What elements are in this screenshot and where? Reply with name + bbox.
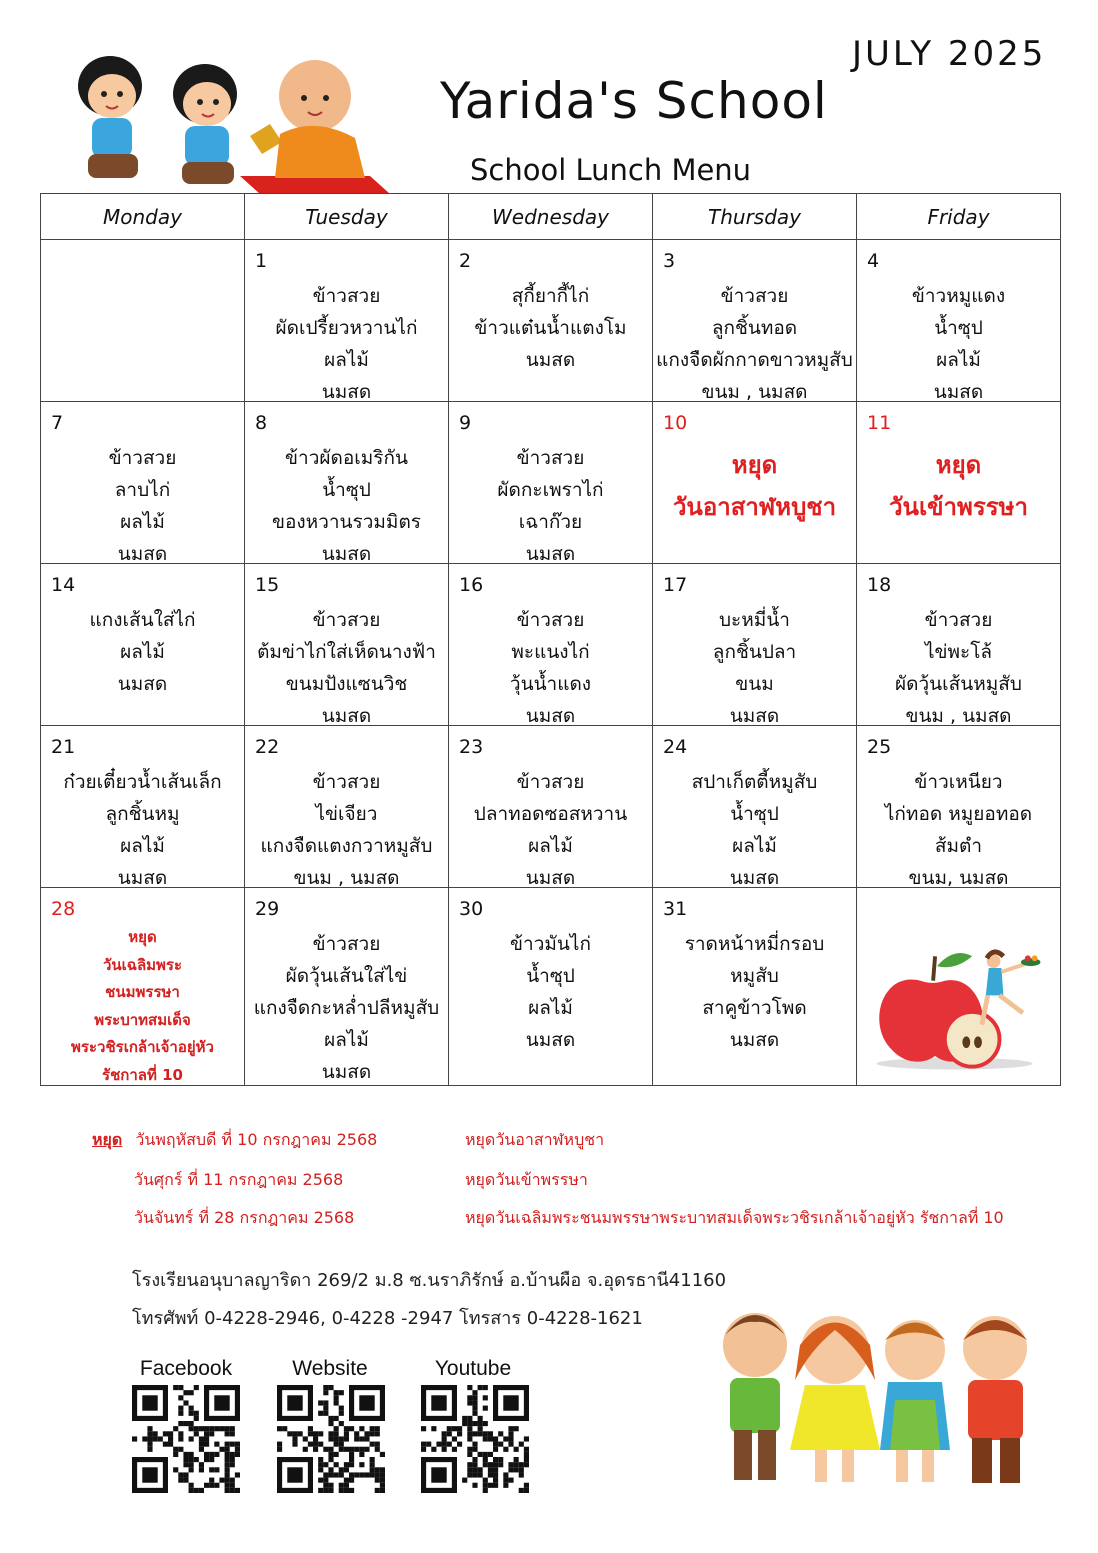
menu-item: นมสด <box>525 867 576 889</box>
menu-items <box>245 604 448 732</box>
menu-item: ข้าวสวย <box>720 285 789 307</box>
menu-item: ข้าวสวย <box>516 447 585 469</box>
calendar-day-cell-monday <box>41 240 245 402</box>
menu-item: ผลไม้ <box>936 349 981 371</box>
day-number: 9 <box>459 412 472 434</box>
menu-item: นมสด <box>933 381 984 403</box>
menu-item: ข้าวสวย <box>924 609 993 631</box>
youtube-label: Youtube <box>434 1357 512 1380</box>
menu-item: ข้าวเหนียว <box>914 771 1003 793</box>
day-number: 7 <box>51 412 64 434</box>
calendar-day-cell-tuesday <box>245 240 449 402</box>
day-number: 1 <box>255 250 268 272</box>
menu-item: นมสด <box>525 349 576 371</box>
menu-item: น้ำซุป <box>730 803 779 825</box>
children-monk-illustration <box>70 46 400 196</box>
menu-item: ผลไม้ <box>324 1029 369 1051</box>
menu-item: ไก่ทอด หมูยอทอด <box>884 803 1033 825</box>
menu-item: สาคูข้าวโพด <box>702 997 807 1019</box>
menu-item: ผลไม้ <box>732 835 777 857</box>
calendar-day-cell-friday <box>857 240 1061 402</box>
menu-item: ข้าวสวย <box>312 285 381 307</box>
menu-item: ข้าวมันไก่ <box>510 933 591 955</box>
menu-items <box>449 928 652 1056</box>
menu-items <box>653 766 856 894</box>
menu-item: ส้มตำ <box>934 835 983 857</box>
calendar-week-row <box>41 240 1061 402</box>
menu-items <box>245 280 448 408</box>
menu-item: บะหมี่น้ำ <box>719 609 790 631</box>
holiday-notice <box>653 444 856 528</box>
school-phone: โทรศัพท์ 0-4228-2946, 0-4228 -2947 โทรสาร 0-4228-1621 <box>132 1308 643 1329</box>
menu-item: ราดหน้าหมี่กรอบ <box>684 933 825 955</box>
menu-item: แกงจืดผักกาดขาวหมูสับ <box>656 349 853 371</box>
menu-item: ข้าวผัดอเมริกัน <box>285 447 408 469</box>
calendar-day-cell-monday <box>41 888 245 1086</box>
menu-items <box>41 442 244 570</box>
menu-item: นมสด <box>525 1029 576 1051</box>
menu-item: น้ำซุป <box>934 317 983 339</box>
youtube-qr-code[interactable] <box>421 1385 529 1493</box>
day-number: 3 <box>663 250 676 272</box>
month-label: JULY 2025 <box>852 34 1047 74</box>
menu-item: ผัดเปรี้ยวหวานไก่ <box>275 317 418 339</box>
weekday-friday: Friday <box>857 194 1061 240</box>
menu-items <box>449 766 652 894</box>
holiday-text: วันเฉลิมพระ <box>102 955 183 974</box>
menu-item: แกงจืดแตงกวาหมูสับ <box>260 835 433 857</box>
menu-item: เฉาก๊วย <box>518 511 583 533</box>
menu-item: ข้าวหมูแดง <box>911 285 1006 307</box>
calendar-day-cell-wednesday <box>449 240 653 402</box>
menu-item: ข้าวแต๋นน้ำแตงโม <box>474 317 627 339</box>
website-label: Website <box>292 1357 368 1380</box>
calendar-day-cell-tuesday <box>245 564 449 726</box>
weekday-header-row <box>41 194 1061 240</box>
holiday-note-date-2: วันศุกร์ ที่ 11 กรกฎาคม 2568 <box>134 1170 344 1189</box>
menu-item: นมสด <box>525 705 576 727</box>
calendar-day-cell-tuesday <box>245 726 449 888</box>
holiday-notice <box>857 444 1060 528</box>
menu-item: นมสด <box>321 1061 372 1083</box>
calendar-week-row <box>41 564 1061 726</box>
menu-items <box>653 928 856 1056</box>
weekday-wednesday: Wednesday <box>449 194 653 240</box>
menu-item: ขนม, นมสด <box>908 867 1009 889</box>
holiday-text: วันอาสาฬหบูชา <box>672 493 837 521</box>
calendar-day-cell-wednesday <box>449 726 653 888</box>
menu-item: ขนม , นมสด <box>905 705 1012 727</box>
menu-item: วุ้นน้ำแดง <box>509 673 592 695</box>
day-number: 16 <box>459 574 484 596</box>
calendar-day-cell-tuesday <box>245 888 449 1086</box>
calendar-day-cell-tuesday <box>245 402 449 564</box>
calendar-week-row <box>41 402 1061 564</box>
menu-item: ผัดวุ้นเส้นหมูสับ <box>895 673 1022 695</box>
weekday-monday: Monday <box>41 194 245 240</box>
menu-item: นมสด <box>321 543 372 565</box>
day-number: 31 <box>663 898 688 920</box>
menu-item: น้ำซุป <box>322 479 371 501</box>
menu-items <box>245 766 448 894</box>
menu-item: ขนม , นมสด <box>701 381 808 403</box>
menu-item: นมสด <box>729 705 780 727</box>
lunch-calendar <box>40 193 1061 1086</box>
menu-item: น้ำซุป <box>526 965 575 987</box>
school-address: โรงเรียนอนุบาลญาริดา 269/2 ม.8 ซ.นราภิรักษ์ อ.บ้านผือ จ.อุดรธานี41160 <box>132 1270 727 1291</box>
calendar-week-row <box>41 888 1061 1086</box>
menu-item: นมสด <box>117 543 168 565</box>
menu-item: ต้มข่าไก่ใส่เห็ดนางฟ้า <box>257 641 436 663</box>
menu-item: ผลไม้ <box>528 835 573 857</box>
day-number: 8 <box>255 412 268 434</box>
menu-item: สปาเก็ตตี้หมูสับ <box>691 771 818 793</box>
menu-item: ไข่เจียว <box>315 803 378 825</box>
menu-item: นมสด <box>117 867 168 889</box>
menu-item: นมสด <box>525 543 576 565</box>
day-number: 4 <box>867 250 880 272</box>
menu-item: ผัดวุ้นเส้นใส่ไข่ <box>285 965 408 987</box>
calendar-day-cell-thursday <box>653 402 857 564</box>
day-number: 29 <box>255 898 280 920</box>
day-number: 23 <box>459 736 484 758</box>
holiday-note-reason-1: หยุดวันอาสาฬหบูชา <box>465 1130 605 1149</box>
menu-item: นมสด <box>117 673 168 695</box>
menu-item: ผลไม้ <box>324 349 369 371</box>
menu-items <box>653 280 856 408</box>
calendar-day-cell-friday <box>857 564 1061 726</box>
holiday-note-date-3: วันจันทร์ ที่ 28 กรกฎาคม 2568 <box>134 1208 355 1227</box>
menu-item: ลาบไก่ <box>114 479 171 501</box>
calendar-day-cell-thursday <box>653 888 857 1086</box>
day-number: 15 <box>255 574 280 596</box>
menu-items <box>449 604 652 732</box>
menu-items <box>41 604 244 700</box>
day-number: 24 <box>663 736 688 758</box>
calendar-day-cell-thursday <box>653 564 857 726</box>
menu-items <box>857 766 1060 894</box>
menu-item: แกงเส้นใส่ไก่ <box>89 609 196 631</box>
menu-item: ปลาทอดซอสหวาน <box>473 803 628 825</box>
menu-items <box>653 604 856 732</box>
menu-item: ข้าวสวย <box>516 771 585 793</box>
menu-item: ข้าวสวย <box>312 771 381 793</box>
calendar-day-cell-wednesday <box>449 564 653 726</box>
day-number: 28 <box>51 898 76 920</box>
weekday-tuesday: Tuesday <box>245 194 449 240</box>
menu-subtitle: School Lunch Menu <box>470 153 752 187</box>
menu-items <box>41 766 244 894</box>
menu-item: ข้าวสวย <box>516 609 585 631</box>
website-qr-code[interactable] <box>277 1385 385 1493</box>
menu-item: นมสด <box>729 867 780 889</box>
calendar-day-cell-friday <box>857 726 1061 888</box>
calendar-day-cell-thursday <box>653 726 857 888</box>
menu-items <box>245 928 448 1088</box>
menu-item: ข้าวสวย <box>312 609 381 631</box>
holiday-note-date-1: วันพฤหัสบดี ที่ 10 กรกฎาคม 2568 <box>135 1130 378 1149</box>
holiday-text: พระบาทสมเด็จ <box>94 1010 191 1029</box>
apple-fitness-illustration <box>857 888 1060 1080</box>
day-number: 10 <box>663 412 688 434</box>
day-number: 21 <box>51 736 76 758</box>
holiday-text: หยุด <box>935 451 982 479</box>
menu-item: สุกี้ยากี้ไก่ <box>511 285 590 307</box>
holiday-notice <box>41 924 244 1089</box>
menu-items <box>245 442 448 570</box>
day-number: 22 <box>255 736 280 758</box>
calendar-day-cell-thursday <box>653 240 857 402</box>
holiday-text: ชนมพรรษา <box>105 983 180 1001</box>
menu-item: ขนมปังแซนวิช <box>285 673 408 695</box>
menu-items <box>857 280 1060 408</box>
menu-item: ก๋วยเตี๋ยวน้ำเส้นเล็ก <box>63 771 222 793</box>
menu-item: ขนม , นมสด <box>293 867 400 889</box>
weekday-thursday: Thursday <box>653 194 857 240</box>
calendar-day-cell-monday <box>41 402 245 564</box>
menu-item: ลูกชิ้นหมู <box>105 803 180 825</box>
menu-item: พะแนงไก่ <box>511 641 590 663</box>
school-name: Yarida's School <box>440 72 828 130</box>
menu-item: ของหวานรวมมิตร <box>272 511 421 533</box>
calendar-day-cell-friday <box>857 402 1061 564</box>
menu-item: แกงจืดกะหล่ำปลีหมูสับ <box>253 997 440 1019</box>
facebook-qr-code[interactable] <box>132 1385 240 1493</box>
day-number: 17 <box>663 574 688 596</box>
calendar-day-cell-monday <box>41 564 245 726</box>
menu-item: ข้าวสวย <box>312 933 381 955</box>
day-number: 11 <box>867 412 892 434</box>
menu-item: ลูกชิ้นทอด <box>711 317 798 339</box>
facebook-label: Facebook <box>139 1357 233 1380</box>
day-number: 25 <box>867 736 892 758</box>
holiday-text: วันเข้าพรรษา <box>889 493 1028 521</box>
day-number: 2 <box>459 250 472 272</box>
day-number: 18 <box>867 574 892 596</box>
holiday-note-reason-3: หยุดวันเฉลิมพระชนมพรรษาพระบาทสมเด็จพระวชิรเกล้าเจ้าอยู่หัว รัชกาลที่ 10 <box>465 1208 1004 1227</box>
kids-illustration <box>710 1290 1060 1490</box>
menu-item: นมสด <box>729 1029 780 1051</box>
menu-item: นมสด <box>321 381 372 403</box>
menu-item: นมสด <box>321 705 372 727</box>
menu-item: ผลไม้ <box>528 997 573 1019</box>
menu-item: ไข่พะโล้ <box>924 641 993 663</box>
menu-item: หมูสับ <box>730 965 779 987</box>
menu-item: ขนม <box>735 673 774 695</box>
calendar-day-cell-monday <box>41 726 245 888</box>
menu-item: ผัดกะเพราไก่ <box>497 479 604 501</box>
menu-items <box>857 604 1060 732</box>
calendar-day-cell-friday <box>857 888 1061 1086</box>
calendar-week-row <box>41 726 1061 888</box>
holiday-text: รัชกาลที่ 10 <box>102 1065 183 1084</box>
menu-items <box>449 442 652 570</box>
menu-item: ลูกชิ้นปลา <box>712 641 797 663</box>
menu-item: ข้าวสวย <box>108 447 177 469</box>
menu-item: ผลไม้ <box>120 835 165 857</box>
calendar-day-cell-wednesday <box>449 888 653 1086</box>
calendar-day-cell-wednesday <box>449 402 653 564</box>
holiday-text: พระวชิรเกล้าเจ้าอยู่หัว <box>71 1038 214 1056</box>
menu-item: ผลไม้ <box>120 641 165 663</box>
holiday-notes-label: หยุด <box>92 1130 123 1149</box>
menu-items <box>449 280 652 376</box>
holiday-note-reason-2: หยุดวันเข้าพรรษา <box>465 1170 588 1189</box>
holiday-text: หยุด <box>128 928 157 946</box>
holiday-text: หยุด <box>731 451 778 479</box>
day-number: 30 <box>459 898 484 920</box>
menu-item: ผลไม้ <box>120 511 165 533</box>
day-number: 14 <box>51 574 76 596</box>
